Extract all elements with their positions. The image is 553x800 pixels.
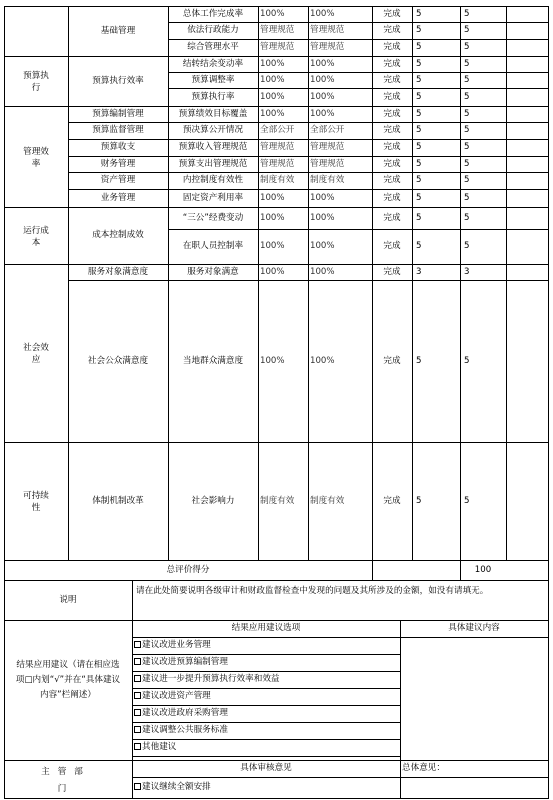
score-actual: 5 bbox=[464, 125, 470, 135]
actual-value: 100% bbox=[310, 75, 335, 85]
score-weight: 5 bbox=[416, 25, 422, 35]
subcategory-label: 社会公众满意度 bbox=[87, 356, 149, 366]
status-value: 完成 bbox=[383, 42, 401, 52]
score-weight: 5 bbox=[416, 109, 422, 119]
score-actual: 3 bbox=[464, 267, 470, 277]
actual-value: 100% bbox=[310, 193, 335, 203]
score-weight: 5 bbox=[416, 125, 422, 135]
suggestion-option[interactable] bbox=[134, 739, 176, 756]
status-value: 完成 bbox=[383, 241, 401, 251]
score-weight: 5 bbox=[416, 241, 422, 251]
grid-line-v bbox=[400, 620, 401, 799]
suggestion-option-label: 建议改进资产管理 bbox=[142, 691, 211, 701]
score-weight: 5 bbox=[416, 75, 422, 85]
status-value: 完成 bbox=[383, 9, 401, 19]
score-actual: 5 bbox=[464, 92, 470, 102]
metric-label: 内控制度有效性 bbox=[182, 175, 244, 185]
review-option[interactable] bbox=[134, 777, 211, 797]
target-value: 管理规范 bbox=[260, 142, 295, 152]
score-actual: 5 bbox=[464, 193, 470, 203]
subcategory-label: 成本控制成效 bbox=[92, 230, 144, 240]
category-label: 管理效率 bbox=[23, 146, 49, 169]
metric-label: “三公”经费变动 bbox=[182, 213, 244, 223]
checkbox[interactable] bbox=[134, 743, 141, 750]
checkbox[interactable] bbox=[134, 726, 141, 733]
actual-value: 100% bbox=[310, 9, 335, 19]
score-weight: 5 bbox=[416, 92, 422, 102]
suggestions-options-header: 结果应用建议选项 bbox=[231, 623, 301, 633]
note-text: 请在此处简要说明各级审计和财政监督检查中发现的问题及其所涉及的金额，如没有请填无。 bbox=[136, 586, 489, 596]
checkbox[interactable] bbox=[134, 783, 141, 790]
subcategory-label: 预算编制管理 bbox=[92, 109, 144, 119]
actual-value: 100% bbox=[310, 356, 335, 366]
score-actual: 5 bbox=[464, 9, 470, 19]
suggestion-option-label: 建议改进政府采购管理 bbox=[142, 708, 228, 718]
actual-value: 制度有效 bbox=[310, 496, 345, 506]
metric-label: 综合管理水平 bbox=[187, 42, 239, 52]
grid-line-h bbox=[132, 756, 401, 757]
score-weight: 3 bbox=[416, 267, 422, 277]
status-value: 完成 bbox=[383, 356, 401, 366]
subcategory-label: 预算监督管理 bbox=[92, 125, 144, 135]
metric-label: 预算执行率 bbox=[191, 92, 235, 102]
subcategory-label: 预算执行效率 bbox=[92, 76, 144, 86]
suggestion-option[interactable] bbox=[134, 688, 211, 705]
target-value: 制度有效 bbox=[260, 175, 295, 185]
category-label: 预算执行 bbox=[23, 71, 49, 93]
subcategory-label: 业务管理 bbox=[100, 193, 136, 203]
grid-line-v bbox=[372, 560, 373, 581]
score-actual: 5 bbox=[464, 175, 470, 185]
suggestion-option[interactable] bbox=[134, 671, 280, 688]
score-weight: 5 bbox=[416, 193, 422, 203]
status-value: 完成 bbox=[383, 142, 401, 152]
actual-value: 全部公开 bbox=[310, 125, 345, 135]
target-value: 100% bbox=[260, 267, 285, 277]
suggestion-option-label: 建议改进业务管理 bbox=[142, 640, 211, 650]
category-label: 社会效应 bbox=[23, 343, 49, 365]
status-value: 完成 bbox=[383, 267, 401, 277]
actual-value: 管理规范 bbox=[310, 25, 345, 35]
metric-label: 结转结余变动率 bbox=[182, 59, 244, 69]
score-actual: 5 bbox=[464, 42, 470, 52]
target-value: 100% bbox=[260, 356, 285, 366]
target-value: 管理规范 bbox=[260, 42, 295, 52]
metric-label: 预算绩效目标覆盖 bbox=[178, 109, 248, 119]
checkbox[interactable] bbox=[134, 658, 141, 665]
suggestions-label: 结果应用建议（请在相应选项□内划“√”并在“具体建议内容”栏阐述） bbox=[15, 660, 121, 700]
target-value: 100% bbox=[260, 92, 285, 102]
suggestion-option-label: 建议改进预算编制管理 bbox=[142, 657, 228, 667]
review-option-label: 建议继续全额安排 bbox=[142, 782, 211, 792]
grid-line-v bbox=[506, 6, 507, 561]
review-overall-label: 总体意见： bbox=[402, 763, 445, 773]
target-value: 全部公开 bbox=[260, 125, 295, 135]
target-value: 管理规范 bbox=[260, 25, 295, 35]
actual-value: 100% bbox=[310, 213, 335, 223]
total-label: 总评价得分 bbox=[166, 565, 210, 575]
status-value: 完成 bbox=[383, 25, 401, 35]
score-weight: 5 bbox=[416, 142, 422, 152]
score-weight: 5 bbox=[416, 356, 422, 366]
grid-line-v bbox=[308, 6, 309, 561]
suggestion-option-label: 其他建议 bbox=[142, 742, 177, 752]
score-actual: 5 bbox=[464, 109, 470, 119]
actual-value: 管理规范 bbox=[310, 159, 345, 169]
subcategory-label: 基础管理 bbox=[100, 26, 136, 36]
subcategory-label: 资产管理 bbox=[100, 175, 136, 185]
target-value: 100% bbox=[260, 59, 285, 69]
status-value: 完成 bbox=[383, 109, 401, 119]
score-actual: 5 bbox=[464, 241, 470, 251]
status-value: 完成 bbox=[383, 125, 401, 135]
checkbox[interactable] bbox=[134, 675, 141, 682]
metric-label: 依法行政能力 bbox=[187, 25, 239, 35]
checkbox[interactable] bbox=[134, 692, 141, 699]
suggestion-option-label: 建议进一步提升预算执行效率和效益 bbox=[142, 674, 280, 684]
actual-value: 100% bbox=[310, 267, 335, 277]
grid-line-v bbox=[4, 6, 5, 799]
metric-label: 预算支出管理规范 bbox=[178, 159, 248, 169]
suggestion-option[interactable] bbox=[134, 637, 211, 654]
target-value: 100% bbox=[260, 75, 285, 85]
category-label: 运行成本 bbox=[23, 225, 49, 248]
score-weight: 5 bbox=[416, 9, 422, 19]
category-label: 可持续性 bbox=[23, 491, 49, 513]
subcategory-label: 服务对象满意度 bbox=[87, 267, 149, 277]
target-value: 100% bbox=[260, 193, 285, 203]
status-value: 完成 bbox=[383, 193, 401, 203]
subcategory-label: 预算收支 bbox=[100, 142, 136, 152]
actual-value: 100% bbox=[310, 109, 335, 119]
score-actual: 5 bbox=[464, 159, 470, 169]
grid-line-v bbox=[548, 6, 549, 799]
score-actual: 5 bbox=[464, 25, 470, 35]
score-actual: 5 bbox=[464, 496, 470, 506]
score-actual: 5 bbox=[464, 142, 470, 152]
status-value: 完成 bbox=[383, 159, 401, 169]
actual-value: 管理规范 bbox=[310, 42, 345, 52]
status-value: 完成 bbox=[383, 496, 401, 506]
score-actual: 5 bbox=[464, 213, 470, 223]
actual-value: 100% bbox=[310, 59, 335, 69]
target-value: 100% bbox=[260, 109, 285, 119]
checkbox[interactable] bbox=[134, 709, 141, 716]
metric-label: 固定资产利用率 bbox=[182, 193, 244, 203]
grid-line-v bbox=[460, 6, 461, 561]
subcategory-label: 体制机制改革 bbox=[92, 496, 144, 506]
grid-line-v bbox=[258, 6, 259, 561]
status-value: 完成 bbox=[383, 213, 401, 223]
score-weight: 5 bbox=[416, 496, 422, 506]
target-value: 管理规范 bbox=[260, 159, 295, 169]
suggestion-option[interactable] bbox=[134, 654, 228, 671]
actual-value: 100% bbox=[310, 241, 335, 251]
subcategory-label: 财务管理 bbox=[100, 159, 136, 169]
metric-label: 预算收入管理规范 bbox=[178, 142, 248, 152]
target-value: 100% bbox=[260, 241, 285, 251]
score-weight: 5 bbox=[416, 59, 422, 69]
status-value: 完成 bbox=[383, 59, 401, 69]
actual-value: 100% bbox=[310, 92, 335, 102]
actual-value: 管理规范 bbox=[310, 142, 345, 152]
suggestion-option[interactable] bbox=[134, 705, 228, 722]
target-value: 100% bbox=[260, 9, 285, 19]
score-actual: 5 bbox=[464, 356, 470, 366]
suggestion-option-label: 建议调整公共服务标准 bbox=[142, 725, 228, 735]
suggestions-content-header: 具体建议内容 bbox=[448, 623, 500, 633]
target-value: 制度有效 bbox=[260, 496, 295, 506]
suggestion-option[interactable] bbox=[134, 722, 228, 739]
grid-line-v bbox=[412, 6, 413, 561]
score-weight: 5 bbox=[416, 213, 422, 223]
metric-label: 在职人员控制率 bbox=[182, 241, 244, 251]
score-weight: 5 bbox=[416, 159, 422, 169]
review-header: 具体审核意见 bbox=[240, 763, 292, 773]
actual-value: 制度有效 bbox=[310, 175, 345, 185]
score-actual: 5 bbox=[464, 59, 470, 69]
score-actual: 5 bbox=[464, 75, 470, 85]
metric-label: 预决算公开情况 bbox=[182, 125, 244, 135]
target-value: 100% bbox=[260, 213, 285, 223]
status-value: 完成 bbox=[383, 75, 401, 85]
score-weight: 5 bbox=[416, 175, 422, 185]
metric-label: 社会影响力 bbox=[191, 496, 235, 506]
checkbox[interactable] bbox=[134, 641, 141, 648]
total-value: 100 bbox=[474, 565, 492, 575]
metric-label: 服务对象满意 bbox=[187, 267, 239, 277]
score-weight: 5 bbox=[416, 42, 422, 52]
grid-line-h bbox=[4, 798, 549, 799]
metric-label: 预算调整率 bbox=[191, 75, 235, 85]
note-label: 说明 bbox=[59, 595, 77, 605]
metric-label: 当地群众满意度 bbox=[182, 356, 244, 366]
metric-label: 总体工作完成率 bbox=[182, 9, 244, 19]
status-value: 完成 bbox=[383, 92, 401, 102]
review-label: 主管部门 bbox=[41, 767, 91, 794]
status-value: 完成 bbox=[383, 175, 401, 185]
